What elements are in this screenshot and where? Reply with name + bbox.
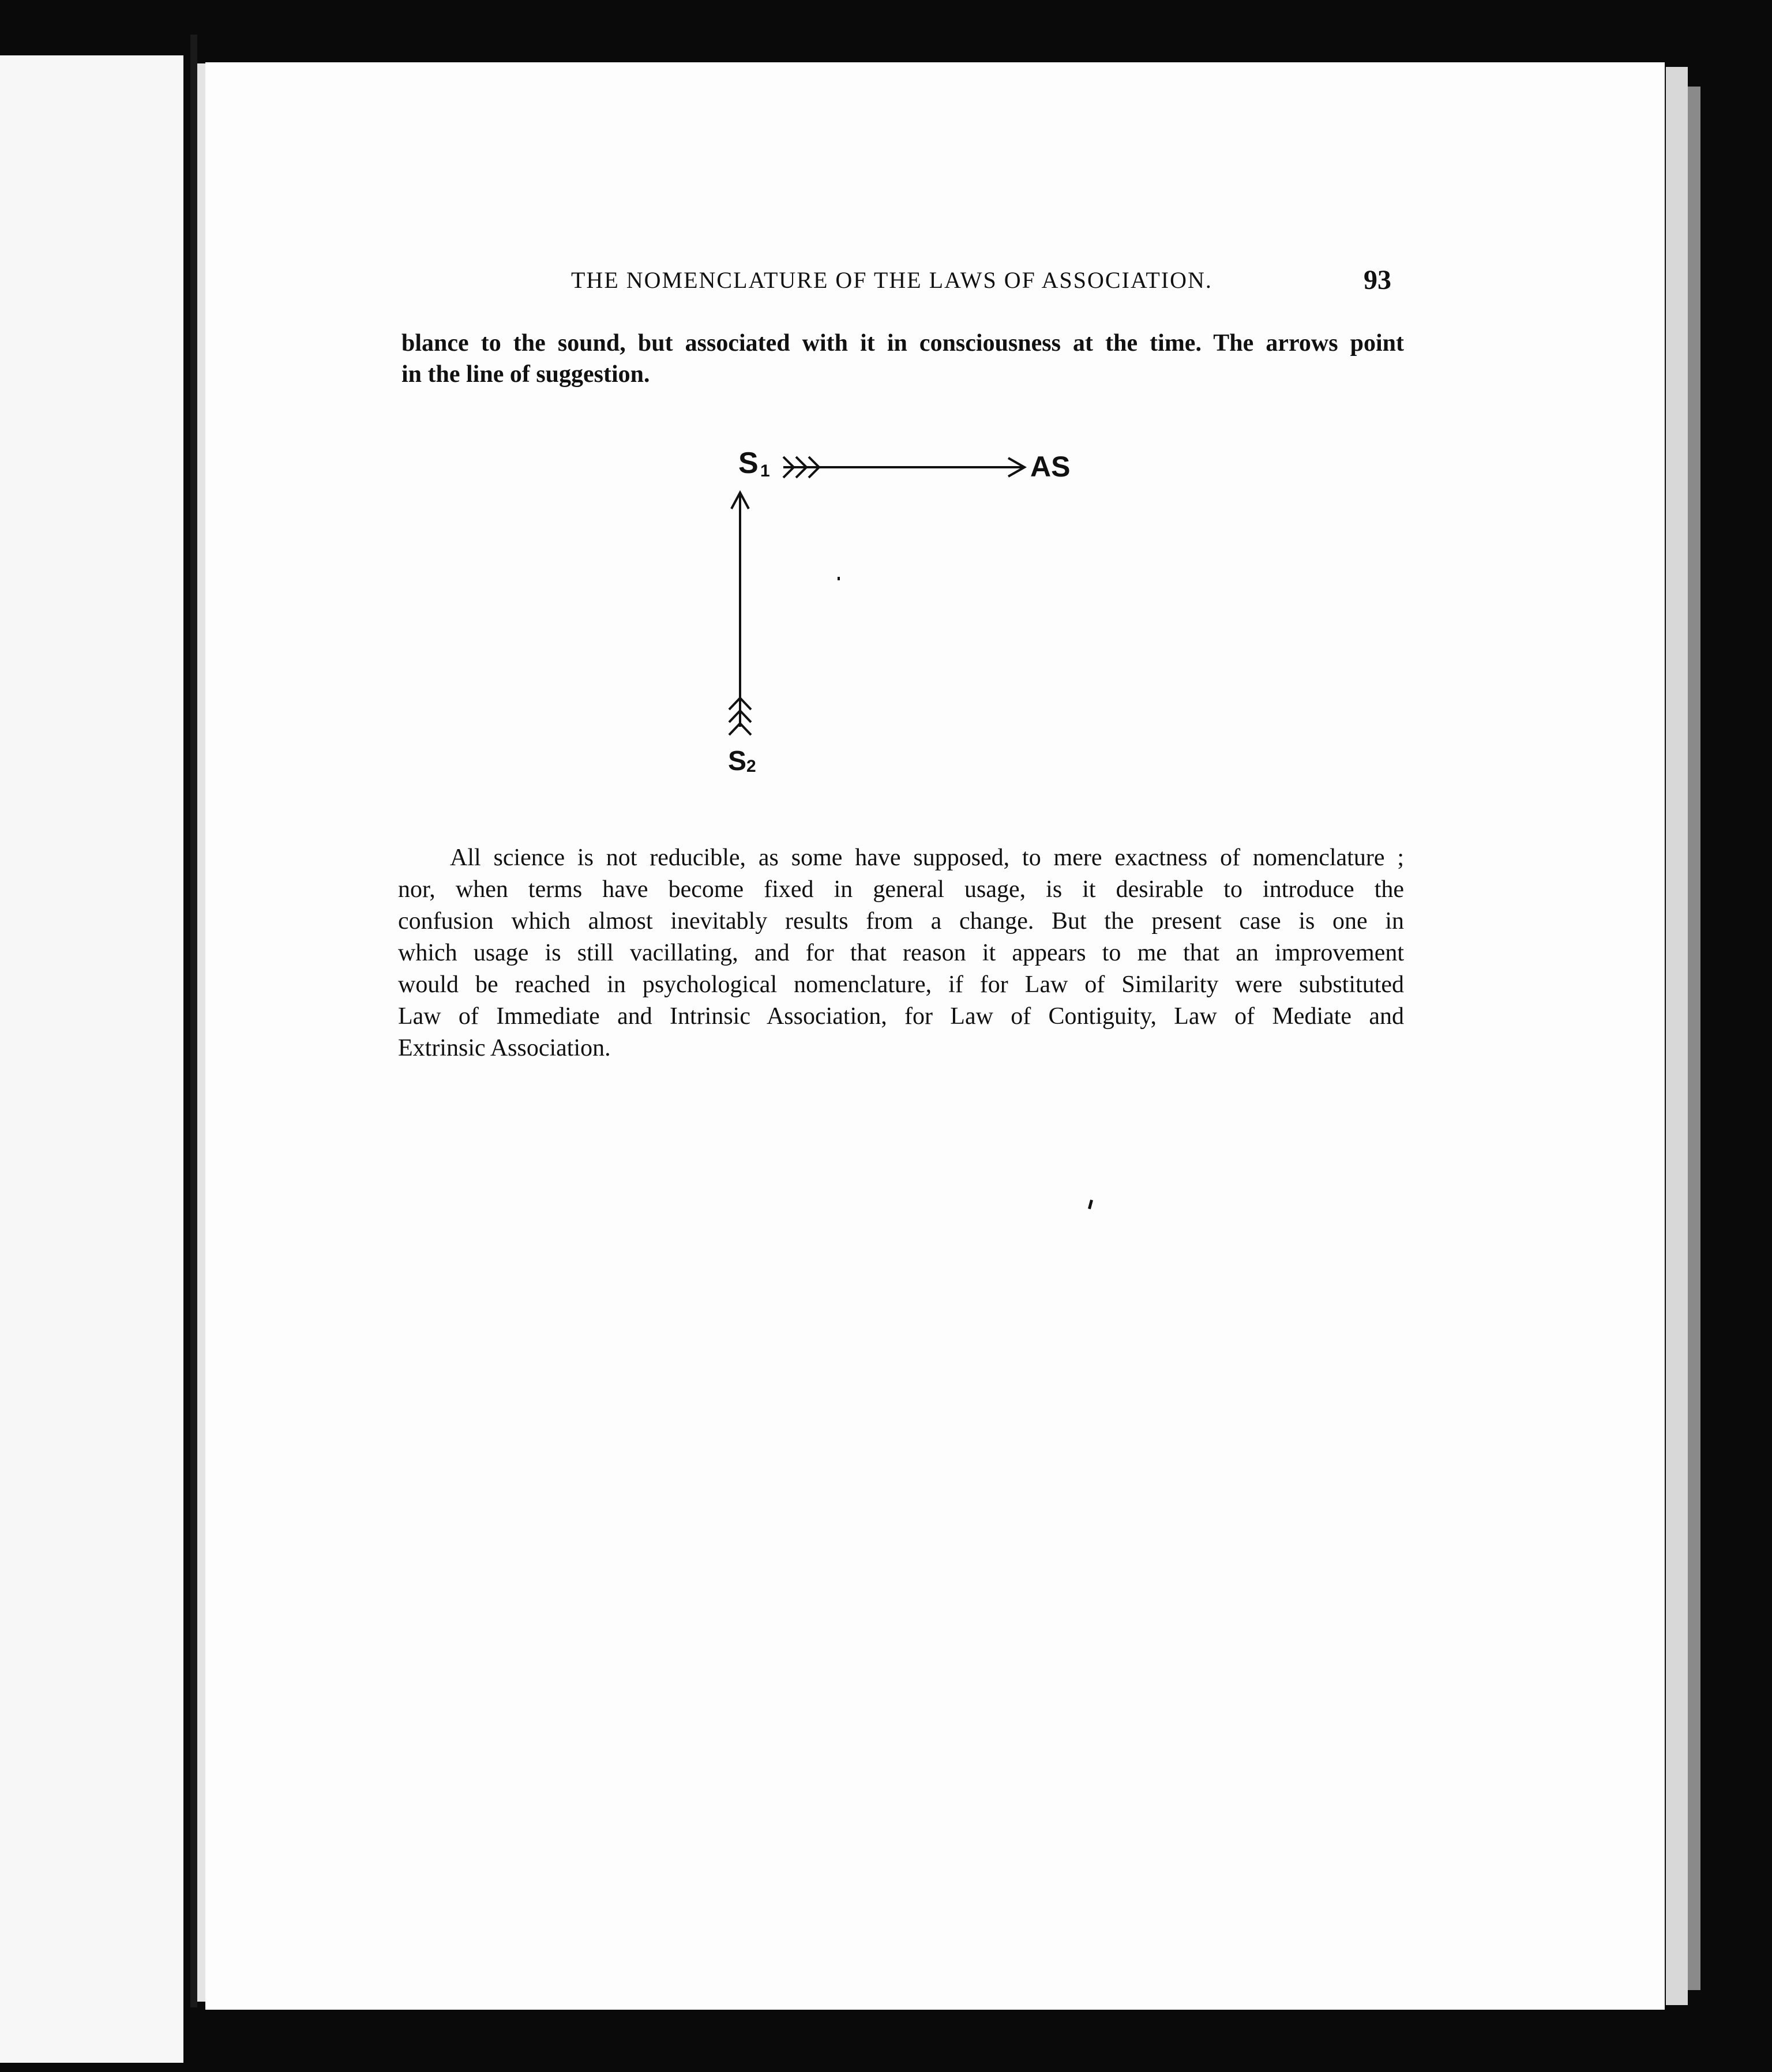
label-s1-letter: S bbox=[738, 446, 759, 480]
running-head: THE NOMENCLATURE OF THE LAWS OF ASSOCIATION. bbox=[571, 267, 1212, 293]
text-line: which usage is still vacillating, and for that reason it appears to me that an improvement bbox=[398, 940, 1404, 966]
text-line: confusion which almost inevitably results from a change. But the present case is one in bbox=[398, 908, 1404, 934]
paragraph-continuation bbox=[401, 328, 1404, 390]
paragraph-body bbox=[398, 842, 1404, 1064]
label-as: AS bbox=[1030, 451, 1071, 483]
text-line: in the line of suggestion. bbox=[401, 361, 650, 388]
text-line: blance to the sound, but associated with it in consciousness at the time. The arrows point bbox=[401, 330, 1404, 356]
text-line: nor, when terms have become fixed in general usage, is it desirable to introduce the bbox=[398, 876, 1404, 903]
text-line: Extrinsic Association. bbox=[398, 1035, 611, 1061]
page-edge-right bbox=[1666, 67, 1688, 2005]
text-line: would be reached in psychological nomenclature, if for Law of Similarity were substituted bbox=[398, 971, 1404, 998]
scan-speck bbox=[838, 577, 840, 580]
previous-leaf-edge bbox=[0, 55, 183, 2063]
text-line: Law of Immediate and Intrinsic Association, for Law of Contiguity, Law of Mediate and bbox=[398, 1003, 1404, 1030]
page-number: 93 bbox=[1364, 265, 1391, 295]
label-s1-subscript: 1 bbox=[760, 461, 770, 481]
label-s2-subscript: 2 bbox=[746, 757, 756, 776]
page-edge-shadow bbox=[1688, 87, 1700, 1990]
association-diagram bbox=[681, 438, 1119, 784]
label-s2: S bbox=[728, 746, 747, 776]
text-line: All science is not reducible, as some have supposed, to mere exactness of nomenclature ; bbox=[450, 844, 1404, 871]
binding-gutter bbox=[190, 35, 197, 2007]
label-s1 bbox=[738, 446, 759, 480]
